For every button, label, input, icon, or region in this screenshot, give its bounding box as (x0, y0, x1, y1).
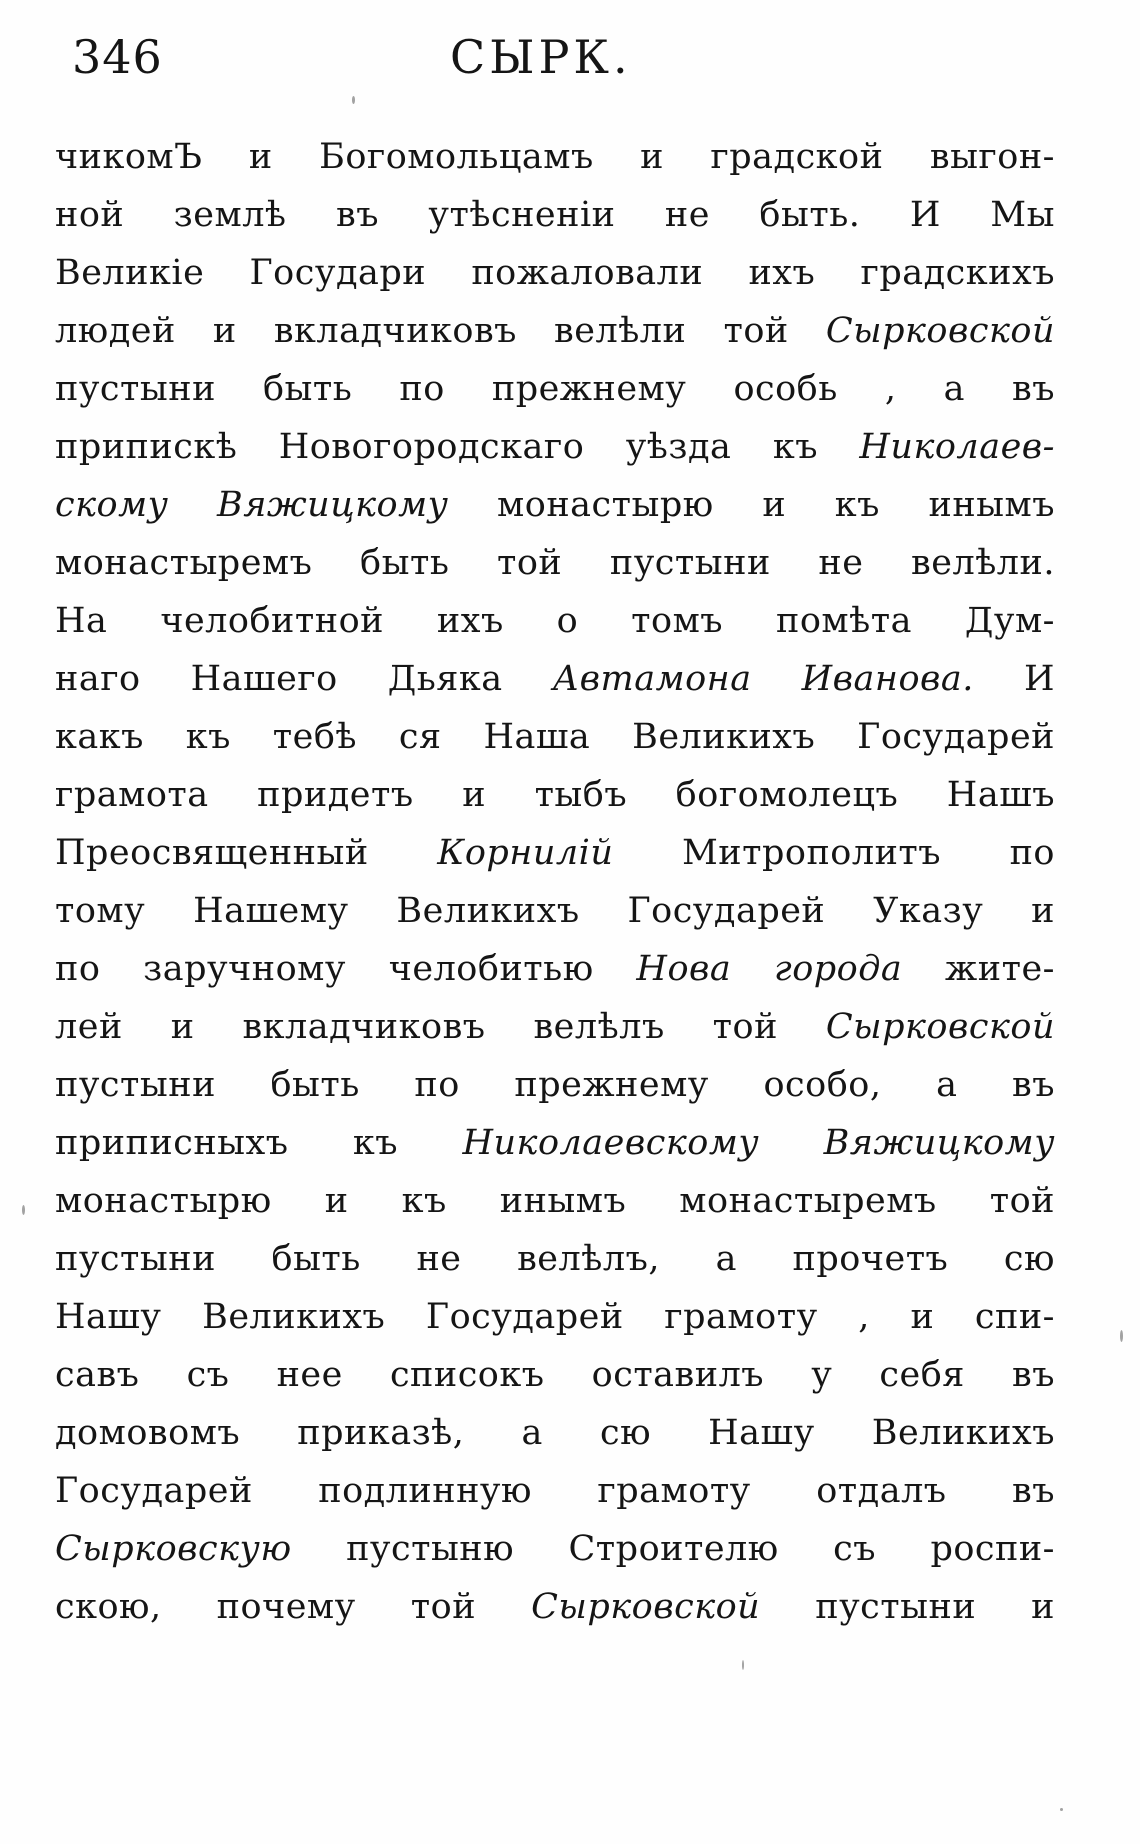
text-run: савъ съ нее списокъ оставилъ у себя въ (55, 1355, 1055, 1395)
text-line (55, 1404, 1055, 1462)
text-run: домовомъ приказѣ, а сю Нашу Великихъ (55, 1413, 1055, 1453)
italic-name: Сырковской (531, 1587, 761, 1627)
scan-speck (1120, 1330, 1123, 1342)
text-run: тому Нашему Великихъ Государей Указу и (55, 891, 1055, 931)
text-line (55, 1230, 1055, 1288)
italic-name: Сырковскую (55, 1529, 292, 1569)
italic-name: Корнилій (437, 833, 614, 873)
text-run: наго Нашего Дьяка (55, 659, 553, 699)
text-run: монастыремъ быть той пустыни не велѣли. (55, 543, 1055, 583)
text-run: И (973, 659, 1055, 699)
text-run: жите- (902, 949, 1055, 989)
italic-name: Николаевскому Вяжицкому (462, 1123, 1056, 1163)
text-line (55, 1346, 1055, 1404)
page-header (60, 30, 1060, 100)
body-text (55, 128, 1055, 1636)
text-run: ной землѣ въ утѣсненіи не быть. И Мы (55, 195, 1055, 235)
text-line (55, 1578, 1055, 1636)
text-run: монастырю и къ инымъ (448, 485, 1055, 525)
scan-speck (742, 1660, 744, 1670)
italic-name: скому Вяжицкому (55, 485, 449, 525)
text-line (55, 592, 1055, 650)
scan-speck (22, 1205, 25, 1215)
text-line (55, 186, 1055, 244)
scan-speck (352, 96, 355, 104)
text-line (55, 1056, 1055, 1114)
text-run: скою, почему той (55, 1587, 532, 1627)
text-run: лей и вкладчиковъ велѣлъ той (55, 1007, 826, 1047)
text-line (55, 766, 1055, 824)
text-line (55, 708, 1055, 766)
text-run: На челобитной ихъ о томъ помѣта Дум- (55, 601, 1055, 641)
text-run: монастырю и къ инымъ монастыремъ той (55, 1181, 1055, 1221)
scan-speck (1060, 1808, 1063, 1811)
text-run: чикомЪ и Богомольцамъ и градской выгон- (55, 137, 1055, 177)
text-line (55, 360, 1055, 418)
text-line (55, 418, 1055, 476)
text-run: Преосвященный (55, 833, 438, 873)
text-run: пустыни и (760, 1587, 1055, 1627)
text-run: Митрополитъ по (613, 833, 1055, 873)
italic-name: Николаев- (859, 427, 1055, 467)
text-run: какъ къ тебѣ ся Наша Великихъ Государей (55, 717, 1055, 757)
running-title: СЫРК. (450, 30, 632, 84)
italic-name: Автамона Иванова. (552, 659, 974, 699)
text-line (55, 1114, 1055, 1172)
text-run: грамота придетъ и тыбъ богомолецъ Нашъ (55, 775, 1055, 815)
text-run: пустыни быть по прежнему особь , а въ (55, 369, 1055, 409)
italic-name: Сырковской (825, 1007, 1055, 1047)
text-line (55, 824, 1055, 882)
text-line (55, 476, 1055, 534)
text-line (55, 534, 1055, 592)
text-run: Государей подлинную грамоту отдалъ въ (55, 1471, 1055, 1511)
text-run: Великіе Государи пожаловали ихъ градскихъ (55, 253, 1055, 293)
italic-name: Сырковской (825, 311, 1055, 351)
text-line (55, 1520, 1055, 1578)
text-line (55, 940, 1055, 998)
text-run: Нашу Великихъ Государей грамоту , и спи- (55, 1297, 1055, 1337)
text-run: припискѣ Новогородскаго уѣзда къ (55, 427, 860, 467)
text-line (55, 1172, 1055, 1230)
text-run: пустыни быть не велѣлъ, а прочетъ сю (55, 1239, 1055, 1279)
text-line (55, 882, 1055, 940)
italic-name: Нова города (636, 949, 903, 989)
text-line (55, 302, 1055, 360)
text-line (55, 128, 1055, 186)
text-run: пустыню Строителю съ роспи- (291, 1529, 1055, 1569)
text-line (55, 1288, 1055, 1346)
text-line (55, 650, 1055, 708)
text-run: приписныхъ къ (55, 1123, 463, 1163)
text-line (55, 244, 1055, 302)
text-line (55, 998, 1055, 1056)
text-run: пустыни быть по прежнему особо, а въ (55, 1065, 1055, 1105)
text-line (55, 1462, 1055, 1520)
text-run: по заручному челобитью (55, 949, 637, 989)
text-run: людей и вкладчиковъ велѣли той (55, 311, 826, 351)
page-number: 346 (72, 30, 163, 84)
